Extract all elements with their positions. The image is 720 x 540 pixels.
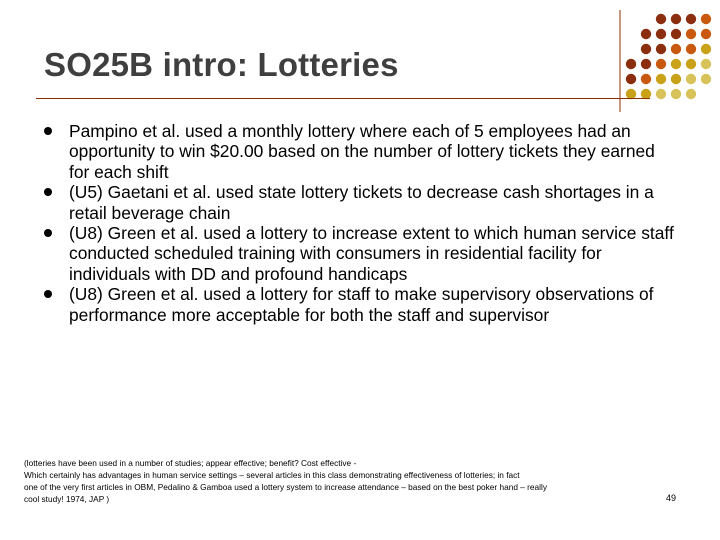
decorative-dot — [626, 59, 636, 69]
decorative-dot — [641, 74, 651, 84]
bullet-item — [44, 284, 674, 325]
bullet-text: (U5) Gaetani et al. used state lottery tickets to decrease cash shortages in a retail beverage chain — [69, 182, 654, 223]
decorative-dot — [671, 44, 681, 54]
bullet-text: (U8) Green et al. used a lottery to increase extent to which human service staff conducted scheduled training with consumers in residential facility for individuals with DD and profound handicaps — [69, 223, 674, 284]
decorative-dot — [671, 29, 681, 39]
bullet-dot-icon — [44, 127, 52, 135]
decorative-dot — [656, 14, 666, 24]
decorative-dot — [686, 44, 696, 54]
bullet-text: (U8) Green et al. used a lottery for staff to make supervisory observations of performance more acceptable for both the staff and supervisor — [69, 284, 654, 325]
page-number: 49 — [666, 493, 677, 503]
bullet-item — [44, 182, 674, 223]
bullet-dot-icon — [44, 188, 52, 196]
decorative-dot — [701, 29, 711, 39]
decorative-dot — [656, 89, 666, 99]
decorative-dot — [686, 74, 696, 84]
decorative-dot — [671, 74, 681, 84]
decorative-dot — [686, 89, 696, 99]
bullet-list — [44, 121, 674, 325]
decorative-dot — [641, 59, 651, 69]
decorative-dot — [686, 29, 696, 39]
decorative-dot — [641, 44, 651, 54]
decorative-dot — [626, 74, 636, 84]
decorative-dot — [656, 44, 666, 54]
decorative-dot — [701, 44, 711, 54]
decorative-dot — [671, 14, 681, 24]
slide-title: SO25B intro: Lotteries — [44, 46, 399, 83]
decorative-dot — [671, 59, 681, 69]
decorative-dot — [701, 14, 711, 24]
notes-line: one of the very first articles in OBM, Pedalino & Gamboa used a lottery system to increase attendance – based on the best poker hand – really — [24, 481, 547, 492]
notes-line: Which certainly has advantages in human service settings – several articles in this class demonstrating effectiveness of lotteries; in fact — [24, 469, 520, 480]
bullet-item — [44, 121, 674, 182]
speaker-notes — [24, 458, 664, 506]
title-divider — [36, 98, 650, 99]
decorative-dot — [701, 59, 711, 69]
decorative-dot — [656, 59, 666, 69]
decorative-dot — [701, 74, 711, 84]
decorative-dot — [641, 29, 651, 39]
decorative-dot — [686, 59, 696, 69]
bullet-text: Pampino et al. used a monthly lottery where each of 5 employees had an opportunity to win $20.00 based on the number of lottery tickets they earned for each shift — [69, 121, 655, 182]
bullet-dot-icon — [44, 290, 52, 298]
decorative-dot — [671, 89, 681, 99]
decorative-dot — [656, 74, 666, 84]
notes-line: cool study! 1974, JAP ) — [24, 493, 110, 504]
decorative-dot — [656, 29, 666, 39]
decorative-dot — [686, 14, 696, 24]
notes-line: (lotteries have been used in a number of studies; appear effective; benefit? Cost effective - — [24, 458, 357, 468]
bullet-item — [44, 223, 674, 284]
bullet-dot-icon — [44, 229, 52, 237]
